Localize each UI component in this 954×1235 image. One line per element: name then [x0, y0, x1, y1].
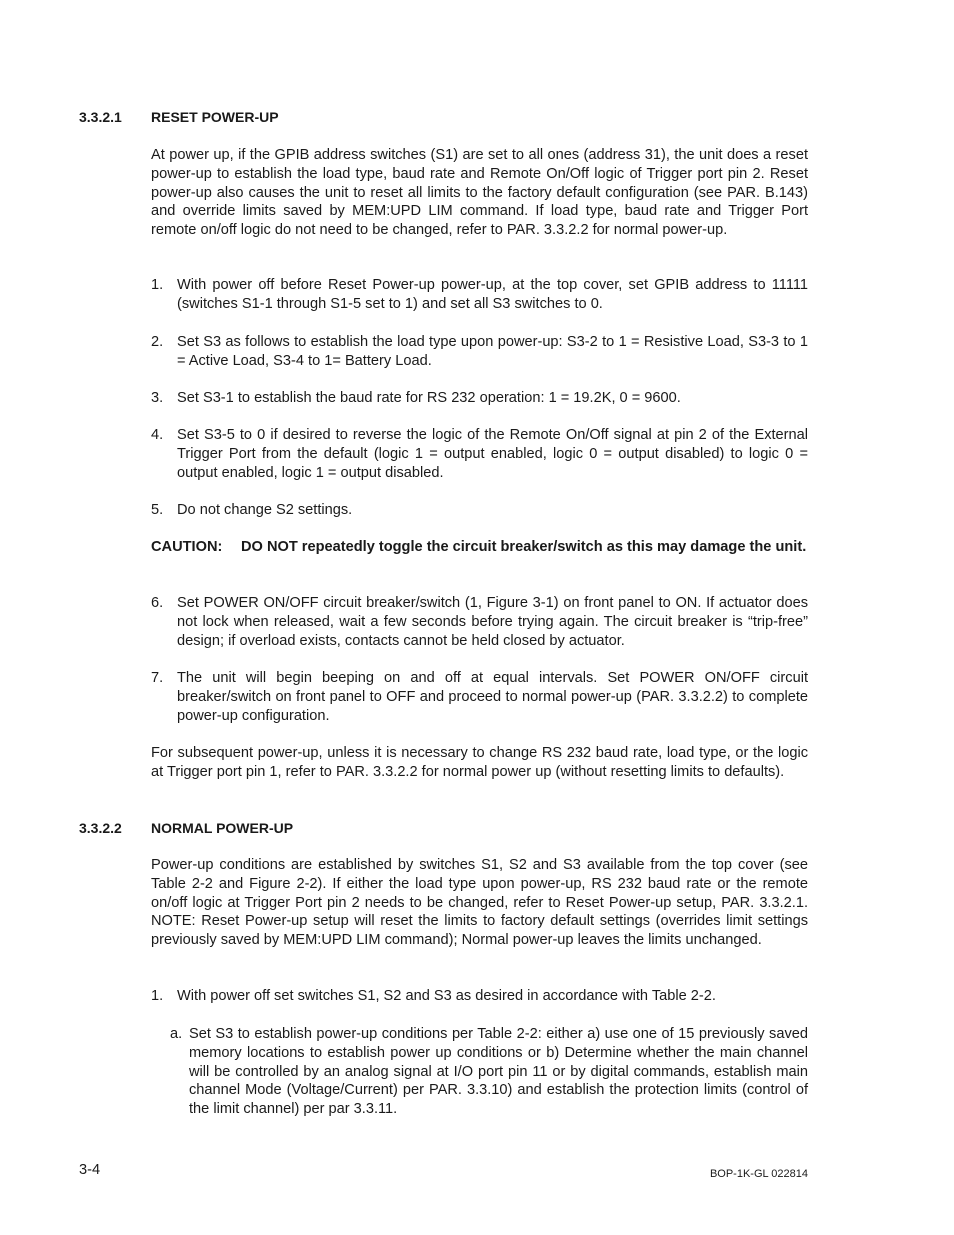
list-item-number: 4. — [151, 427, 164, 443]
page-number: 3-4 — [79, 1162, 101, 1178]
caution-text: DO NOT repeatedly toggle the circuit breaker/switch as this may damage the unit. — [241, 539, 807, 555]
list-item-number: 3. — [151, 390, 164, 406]
section-title: RESET POWER-UP — [151, 109, 279, 125]
caution-label: CAUTION: — [151, 539, 223, 555]
list-item — [151, 987, 808, 1006]
section-number: 3.3.2.2 — [79, 820, 122, 836]
normal-intro-paragraph: Power-up conditions are established by switches S1, S2 and S3 available from the top cover (see Table 2-2 and Figure 2-2). If either the load type upon power-up, RS 232 baud rate or the remote on/off logic at Trigger Port pin 2 needs to be changed, refer to Reset Power-up setup, PAR. 3.3.2.1. NOTE: Reset Power-up setup will reset the limits to factory default settings (overrides limit settings previously saved by MEM:UPD LIM command); Normal power-up leaves the limits unchanged. — [151, 857, 808, 949]
list-item-number: 1. — [151, 988, 164, 1004]
list-item-number: 2. — [151, 334, 164, 350]
list-item-number: 1. — [151, 277, 164, 293]
list-item-number: 5. — [151, 502, 164, 518]
section-number: 3.3.2.1 — [79, 109, 122, 125]
section-title: NORMAL POWER-UP — [151, 820, 294, 836]
list-item — [151, 426, 808, 482]
caution-notice — [151, 538, 808, 557]
list-item-text: Set S3 as follows to establish the load type upon power-up: S3-2 to 1 = Resistive Load, S3-3 to 1 = Active Load, S3-4 to 1= Battery Load. — [177, 334, 808, 369]
list-item-number: 7. — [151, 670, 164, 686]
list-item — [151, 333, 808, 371]
reset-closing-paragraph: For subsequent power-up, unless it is necessary to change RS 232 baud rate, load type, or the logic at Trigger port pin 1, refer to PAR. 3.3.2.2 for normal power up (without resetting limits to defaults). — [151, 745, 808, 780]
list-item — [151, 389, 808, 408]
list-item-text: Do not change S2 settings. — [177, 502, 353, 518]
list-item-text: With power off set switches S1, S2 and S3 as desired in accordance with Table 2-2. — [177, 988, 716, 1004]
list-item — [151, 276, 808, 314]
list-item-text: The unit will begin beeping on and off at equal intervals. Set POWER ON/OFF circuit breaker/switch on front panel to OFF and proceed to normal power-up (PAR. 3.3.2.2) to complete power-up configuration. — [177, 670, 808, 724]
sub-list-item-text: Set S3 to establish power-up conditions per Table 2-2: either a) use one of 15 previously saved memory locations to establish power up conditions or b) Determine whether the main channel will be controlled by an analog signal at I/O port pin 11 or by digital commands, establish main channel Mode (Voltage/Current) per PAR. 3.3.10) and establish the protection limits (control of the limit channel) per par 3.3.11. — [189, 1026, 808, 1118]
list-item-text: Set POWER ON/OFF circuit breaker/switch (1, Figure 3-1) on front panel to ON. If actuator does not lock when released, wait a few seconds before trying again. The circuit breaker is “trip-free” design; if overload exists, contacts cannot be held closed by actuator. — [177, 595, 808, 649]
sub-list-item-letter: a. — [170, 1026, 183, 1042]
list-item — [151, 594, 808, 650]
reset-intro-paragraph: At power up, if the GPIB address switches (S1) are set to all ones (address 31), the unit does a reset power-up to establish the load type, baud rate and Remote On/Off logic of Trigger port pin 2. Reset power-up also causes the unit to reset all limits to the factory default configuration (see PAR. B.143) and override limits saved by MEM:UPD LIM command. If load type, baud rate and Trigger Port remote on/off logic do not need to be changed, refer to PAR. 3.3.2.2 for normal power-up. — [151, 147, 808, 239]
sub-list-item — [170, 1025, 808, 1119]
list-item — [151, 669, 808, 725]
list-item-text: With power off before Reset Power-up power-up, at the top cover, set GPIB address to 11111 (switches S1-1 through S1-5 set to 1) and set all S3 switches to 0. — [177, 277, 808, 312]
document-id: BOP-1K-GL 022814 — [709, 1168, 808, 1180]
list-item-number: 6. — [151, 595, 164, 611]
list-item-text: Set S3-5 to 0 if desired to reverse the logic of the Remote On/Off signal at pin 2 of the External Trigger Port from the default (logic 1 = output enabled, logic 0 = output disabled) to logic 0 = output enabled, logic 1 = output disabled. — [177, 427, 808, 481]
list-item-text: Set S3-1 to establish the baud rate for RS 232 operation: 1 = 19.2K, 0 = 9600. — [177, 390, 681, 406]
list-item — [151, 501, 808, 520]
